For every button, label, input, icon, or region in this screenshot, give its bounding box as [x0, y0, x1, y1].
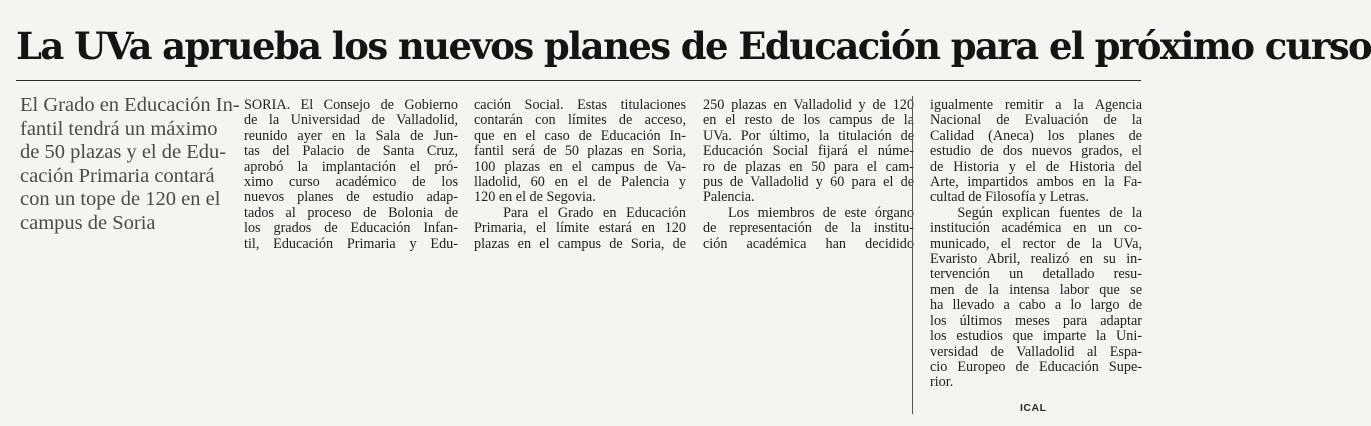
body-line: los estudios que imparte la Uni-	[930, 328, 1142, 345]
body-line: nuevos planes de estudio adap-	[244, 189, 458, 206]
body-line: municado, el rector de la UVa,	[930, 235, 1142, 252]
body-line: rior.	[930, 374, 954, 391]
body-line: SORIA. El Consejo de Gobierno	[244, 97, 458, 113]
body-line: ha llevado a cabo a lo largo de	[930, 297, 1142, 314]
body-line: ro de plazas en 50 para el cam-	[703, 158, 914, 175]
body-line: men de la intensa labor que se	[930, 281, 1142, 298]
body-line: versidad de Valladolid al Espa-	[930, 343, 1142, 360]
body-line: cio Europeo de Educación Supe-	[930, 358, 1142, 375]
body-line: cación Social. Estas titulaciones	[474, 97, 686, 113]
body-line: de Historia y el de Historia del	[930, 158, 1142, 175]
subhead-line: campus de Soria	[20, 211, 156, 234]
body-line: estudio de dos nuevos grados, el	[930, 143, 1142, 160]
subhead-line: con un tope de 120 en el	[20, 188, 221, 210]
body-line: cultad de Filosofía y Letras.	[930, 189, 1089, 206]
body-line: de representación de la institu-	[703, 220, 914, 237]
body-line: Educación Social fijará el núme-	[703, 143, 914, 160]
subhead-line: de 50 plazas y el de Edu-	[20, 141, 227, 163]
body-line: institución académica en un co-	[930, 220, 1142, 237]
body-line: pus de Valladolid y 60 para el de	[703, 174, 914, 191]
body-line: 100 plazas en el campus de Va-	[474, 158, 686, 175]
body-line: los grados de Educación Infan-	[244, 220, 458, 237]
body-line: reunido ayer en la Sala de Jun-	[244, 127, 458, 144]
body-column-2	[474, 98, 686, 252]
body-line: tados al proceso de Bolonia de	[244, 204, 458, 221]
body-line: tas del Palacio de Santa Cruz,	[244, 143, 458, 160]
body-line: Palencia.	[703, 189, 755, 206]
subhead-line: cación Primaria contará	[20, 164, 215, 187]
body-column-3	[703, 98, 914, 252]
agency-credit: ICAL	[1020, 402, 1047, 414]
body-line: los últimos meses para adaptar	[930, 312, 1142, 329]
headline: La UVa aprueba los nuevos planes de Educación para el próximo curso	[16, 24, 1371, 68]
body-line: ximo curso académico de los	[244, 174, 458, 191]
body-line: Para el Grado en Educación	[474, 204, 686, 221]
body-line: aprobó la implantación el pró-	[244, 158, 458, 175]
body-line: de la Universidad de Valladolid,	[244, 112, 458, 129]
body-line: 250 plazas en Valladolid y de 120	[703, 97, 914, 113]
body-line: Primaria, el límite estará en 120	[474, 220, 686, 237]
body-line: en el resto de los campus de la	[703, 112, 914, 129]
body-line: tervención un detallado resu-	[930, 266, 1142, 283]
body-column-4	[930, 98, 1142, 391]
body-line: fantil será de 50 plazas en Soria,	[474, 143, 686, 160]
body-line: contarán con límites de acceso,	[474, 112, 686, 129]
headline-rule	[16, 80, 1141, 81]
subhead-line: fantil tendrá un máximo	[20, 117, 218, 140]
body-line: igualmente remitir a la Agencia	[930, 97, 1142, 113]
body-line: Los miembros de este órgano	[703, 204, 914, 221]
body-line: UVa. Por último, la titulación de	[703, 127, 914, 144]
body-line: ción académica han decidido	[703, 235, 914, 252]
body-line: Arte, impartidos ambos en la Fa-	[930, 174, 1142, 191]
subheadline	[20, 94, 240, 235]
body-line: 120 en el de Segovia.	[474, 189, 596, 206]
body-line: Nacional de Evaluación de la	[930, 112, 1142, 129]
body-line: til, Educación Primaria y Edu-	[244, 235, 458, 252]
column-divider	[912, 96, 913, 414]
body-line: plazas en el campus de Soria, de	[474, 235, 686, 252]
body-line: lladolid, 60 en el de Palencia y	[474, 174, 686, 191]
body-line: Según explican fuentes de la	[930, 204, 1142, 221]
body-line: Evaristo Abril, realizó en su in-	[930, 251, 1142, 268]
body-line: que en el caso de Educación In-	[474, 127, 686, 144]
body-line: Calidad (Aneca) los planes de	[930, 127, 1142, 144]
body-column-1	[244, 98, 458, 252]
subhead-line: El Grado en Educación In-	[20, 94, 240, 116]
